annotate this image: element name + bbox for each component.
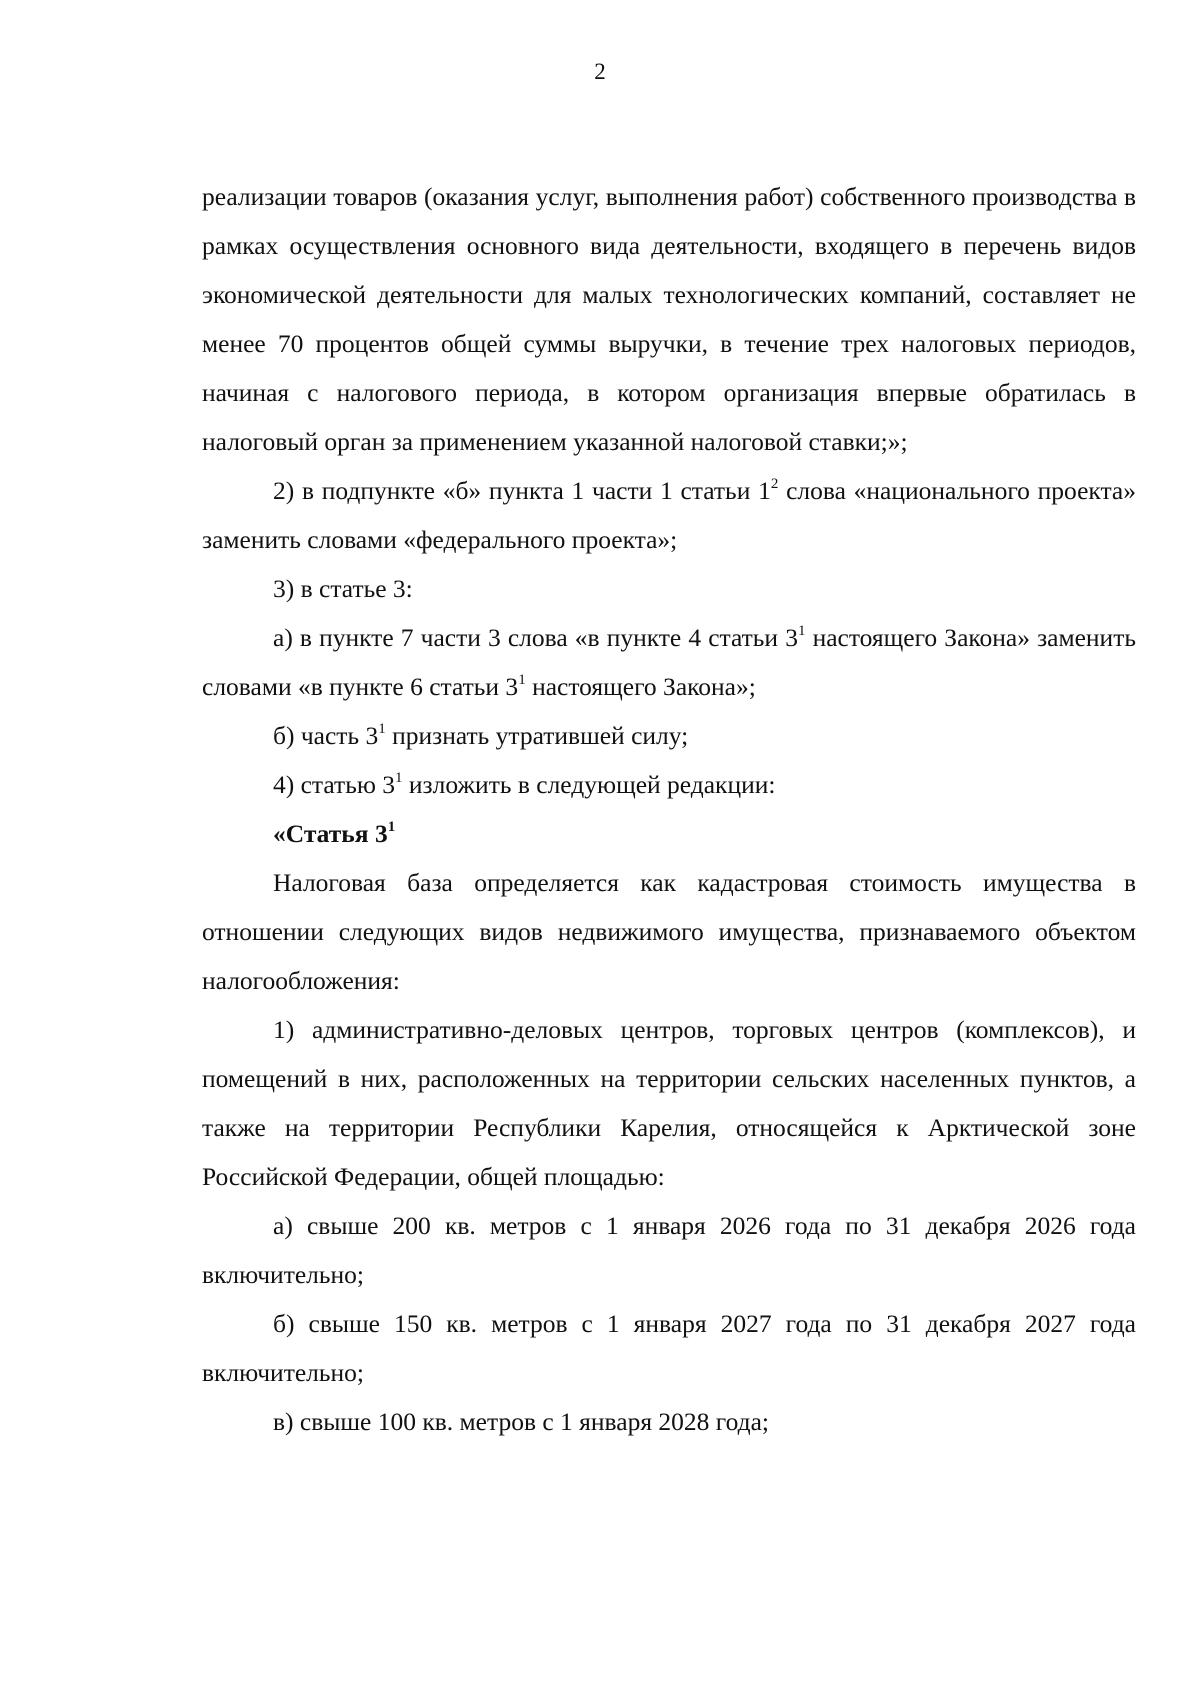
document-body (202, 172, 1136, 1446)
superscript: 1 (395, 770, 403, 786)
superscript: 2 (770, 476, 779, 492)
paragraph-subitem-1a: а) свыше 200 кв. метров с 1 января 2026 года по 31 декабря 2026 года включительно; (202, 1211, 1136, 1289)
paragraph-subitem-1: 1) административно-деловых центров, торговых центров (комплексов), и помещений в них, расположенных на территории сельских населенных пунктов, а также на территории Республики Карелия, относящейся к Арктической зоне Российской Федерации, общей площадью: (202, 1015, 1136, 1191)
paragraph-continuation: реализации товаров (оказания услуг, выполнения работ) собственного производства в рамках осуществления основного вида деятельности, входящего в перечень видов экономической деятельности для малых технологических компаний, составляет не менее 70 процентов общей суммы выручки, в течение трех налоговых периодов, начиная с налогового периода, в котором организация впервые обратилась в налоговый орган за применением указанной налоговой ставки;»; (202, 182, 1136, 456)
page-number: 2 (594, 59, 606, 84)
paragraph-item-3b (202, 711, 1136, 760)
superscript: 1 (387, 819, 396, 835)
paragraph-tax-base: Налоговая база определяется как кадастровая стоимость имущества в отношении следующих видов недвижимого имущества, признаваемого объектом налогообложения: (202, 868, 1136, 995)
paragraph-text: б) часть 3 (273, 721, 379, 750)
paragraph-subitem-1c: в) свыше 100 кв. метров с 1 января 2028 года; (273, 1407, 770, 1436)
superscript: 1 (378, 721, 386, 737)
paragraph-text: 2) в подпункте «б» пункта 1 части 1 статьи 1 (273, 476, 771, 505)
article-heading-text: «Статья 3 (273, 819, 388, 848)
superscript: 1 (518, 672, 526, 688)
paragraph-text: признать утратившей силу; (385, 721, 689, 750)
paragraph-text: настоящего Закона» заменить словами «в пункте 6 статьи 3 (202, 623, 1136, 701)
paragraph-subitem-1b: б) свыше 150 кв. метров с 1 января 2027 года по 31 декабря 2027 года включительно; (202, 1309, 1136, 1387)
paragraph-item-3: 3) в статье 3: (273, 574, 413, 603)
paragraph-text: 4) статью 3 (273, 770, 395, 799)
paragraph-text: настоящего Закона»; (525, 672, 756, 701)
superscript: 1 (797, 623, 806, 639)
paragraph-text: слова «национального проекта» заменить словами «федерального проекта»; (202, 476, 1136, 554)
paragraph-text: изложить в следующей редакции: (402, 770, 776, 799)
paragraph-text: а) в пункте 7 части 3 слова «в пункте 4 статьи 3 (273, 623, 798, 652)
paragraph-item-4 (202, 760, 1136, 809)
paragraph-item-2 (202, 466, 1136, 564)
article-heading (202, 809, 1136, 858)
paragraph-item-3a (202, 613, 1136, 711)
